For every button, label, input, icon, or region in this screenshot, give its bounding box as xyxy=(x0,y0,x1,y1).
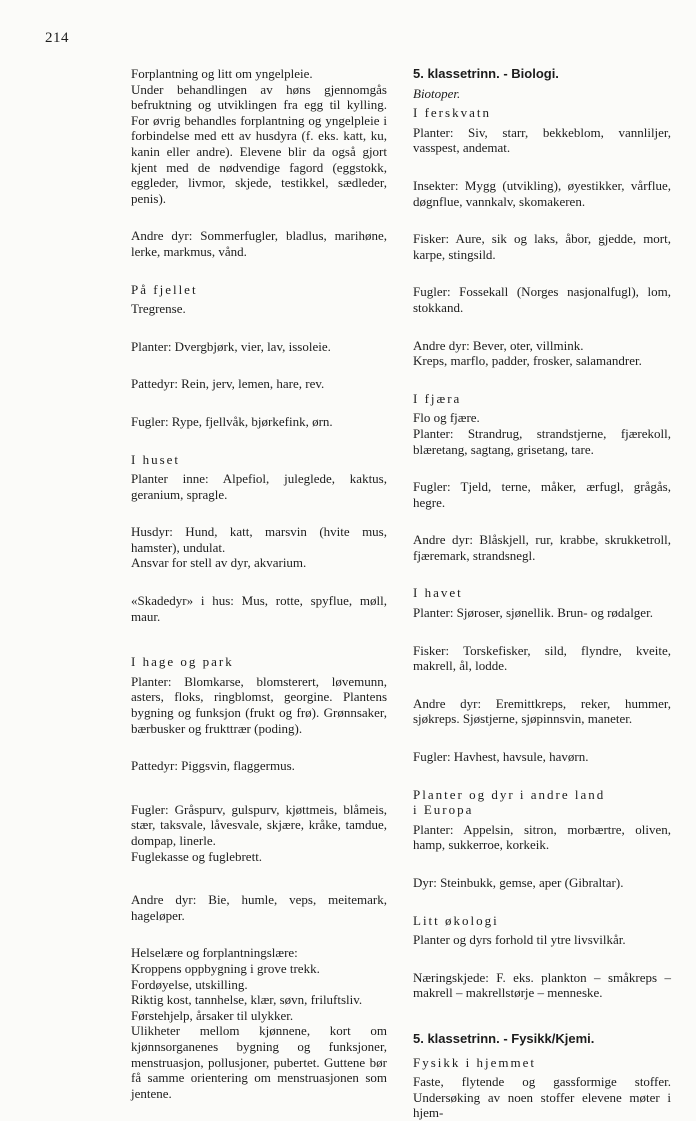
paragraph: Planter: Sjøroser, sjønellik. Brun- og rødalger. xyxy=(413,605,653,621)
paragraph: Planter: Strandrug, strandstjerne, fjærekoll, blæretang, sagtang, grisetang, tare. xyxy=(413,425,671,457)
chapter-heading: 5. klassetrinn. - Fysikk/Kjemi. xyxy=(413,1030,595,1046)
paragraph: Dyr: Steinbukk, gemse, aper (Gibraltar). xyxy=(413,875,624,890)
paragraph: Fugler: Tjeld, terne, måker, ærfugl, grågås, hegre. xyxy=(413,479,671,510)
paragraph: Planter inne: Alpefiol, juleglede, kaktus, geranium, spragle. xyxy=(131,471,387,502)
section-heading: I ferskvatn xyxy=(413,105,491,121)
list-item: Riktig kost, tannhelse, klær, søvn, friluftsliv. xyxy=(131,992,363,1008)
list-item: Førstehjelp, årsaker til ulykker. xyxy=(131,1007,294,1023)
paragraph: Ulikheter mellom kjønnene, kort om kjønnsorganenes bygning og funksjoner, menstruasjon, pollusjoner, pubertet. Guttene bør få samme orientering om menstruasjonen som jentene. xyxy=(131,1023,387,1101)
paragraph: Planter og dyrs forhold til ytre livsvilkår. xyxy=(413,932,626,948)
paragraph: Andre dyr: Bie, humle, veps, meitemark, hageløper. xyxy=(131,892,387,923)
paragraph: Andre dyr: Sommerfugler, bladlus, marihøne, lerke, markmus, vånd. xyxy=(131,228,387,259)
paragraph: Planter: Blomkarse, blomsterert, løvemunn, asters, floks, ringblomst, georgine. Plantens bygning og funksjon (frukt og frø). Grønnsaker, bærbusker og frukttrær (poding). xyxy=(131,673,387,736)
paragraph: Pattedyr: Rein, jerv, lemen, hare, rev. xyxy=(131,376,325,392)
chapter-heading: 5. klassetrinn. - Biologi. xyxy=(413,66,559,81)
paragraph: Fisker: Aure, sik og laks, åbor, gjedde, mort, karpe, stingsild. xyxy=(413,231,671,262)
section-heading: I havet xyxy=(413,585,463,601)
paragraph: Næringskjede: F. eks. plankton – småkreps – makrell – makrellstørje – menneske. xyxy=(413,969,671,1001)
section-heading: I huset xyxy=(131,451,181,467)
paragraph: Planter: Dvergbjørk, vier, lav, issoleie. xyxy=(131,338,331,354)
paragraph: Fugler: Gråspurv, gulspurv, kjøttmeis, blåmeis, stær, taksvale, låvesvale, skjære, kråke, tamdue, dompap, linerle. xyxy=(131,801,387,848)
paragraph: Fugler: Havhest, havsule, havørn. xyxy=(413,749,589,765)
list-item: Fordøyelse, utskilling. xyxy=(131,976,248,992)
section-heading: I hage og park xyxy=(131,654,234,670)
paragraph: Planter: Siv, starr, bekkeblom, vannliljer, vasspest, andemat. xyxy=(413,124,671,156)
left-column xyxy=(131,66,387,1101)
right-column xyxy=(413,66,671,1121)
paragraph: Ansvar for stell av dyr, akvarium. xyxy=(131,555,307,571)
paragraph: Fisker: Torskefisker, sild, flyndre, kveite, makrell, ål, lodde. xyxy=(413,642,671,674)
paragraph: Andre dyr: Blåskjell, rur, krabbe, skrukketroll, fjæremark, strandsnegl. xyxy=(413,532,671,563)
paragraph: Pattedyr: Piggsvin, flaggermus. xyxy=(131,758,295,774)
paragraph: Fugler: Rype, fjellvåk, bjørkefink, ørn. xyxy=(131,413,333,429)
paragraph: Fuglekasse og fuglebrett. xyxy=(131,848,263,864)
paragraph: Under behandlingen av høns gjennomgås befruktning og utviklingen fra egg til kylling. For øvrig behandles forplantning og yngelpleie i forbindelse med ett av husdyra (f. eks. katt, ku, kanin eller andre). Elevene blir da også gjort kjent med de nødvendige fagord (eggstokk, eggleder, livmor, skjede, testikkel, sædleder, penis). xyxy=(131,81,387,206)
section-heading: i Europa xyxy=(413,802,474,818)
paragraph: Husdyr: Hund, katt, marsvin (hvite mus, hamster), undulat. xyxy=(131,524,387,555)
page-number: 214 xyxy=(45,30,69,46)
section-heading: Fysikk i hjemmet xyxy=(413,1054,536,1070)
paragraph: Insekter: Mygg (utvikling), øyestikker, vårflue, døgnflue, vannkalv, skomakeren. xyxy=(413,177,671,209)
list-item: Kroppens oppbygning i grove trekk. xyxy=(131,960,320,976)
paragraph: Andre dyr: Bever, oter, villmink. xyxy=(413,337,584,353)
section-heading: På fjellet xyxy=(131,281,198,297)
section-heading: Helselære og forplantningslære: xyxy=(131,945,298,961)
paragraph: Tregrense. xyxy=(131,301,186,317)
subheading: Biotoper. xyxy=(413,85,461,101)
section-heading: Planter og dyr i andre land xyxy=(413,786,606,802)
section-heading: I fjæra xyxy=(413,390,462,406)
paragraph: Fugler: Fossekall (Norges nasjonalfugl), lom, stokkand. xyxy=(413,284,671,315)
paragraph: Flo og fjære. xyxy=(413,410,480,426)
paragraph: Faste, flytende og gassformige stoffer. Undersøking av noen stoffer elevene møter i hjem- xyxy=(413,1074,671,1121)
paragraph: Andre dyr: Eremittkreps, reker, hummer, sjøkreps. Sjøstjerne, sjøpinnsvin, maneter. xyxy=(413,695,671,727)
section-heading: Litt økologi xyxy=(413,912,499,928)
paragraph: Planter: Appelsin, sitron, morbærtre, oliven, hamp, sukkerroe, korkeik. xyxy=(413,821,671,853)
paragraph: Kreps, marflo, padder, frosker, salamandrer. xyxy=(413,353,642,369)
paragraph: «Skadedyr» i hus: Mus, rotte, spyflue, møll, maur. xyxy=(131,593,387,624)
paragraph: Forplantning og litt om yngelpleie. xyxy=(131,66,313,81)
